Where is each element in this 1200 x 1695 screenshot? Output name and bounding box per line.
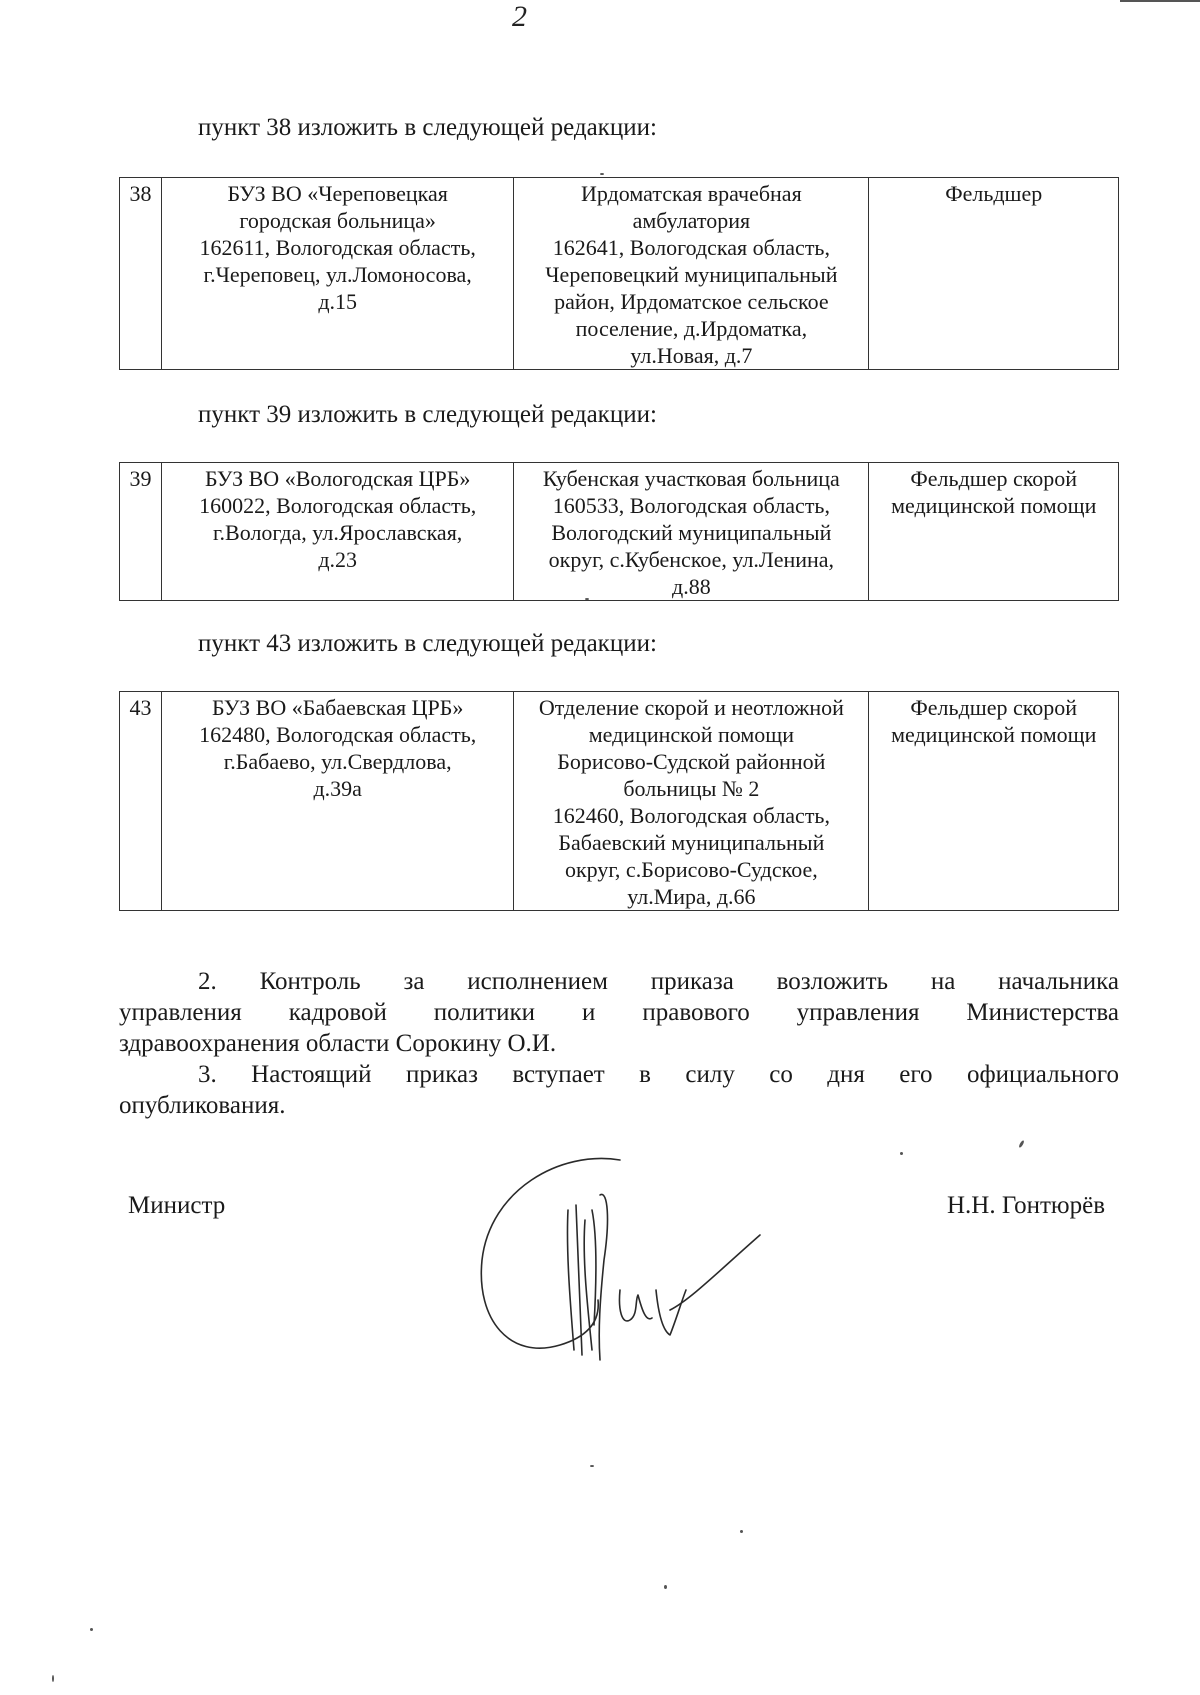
signature-stroke <box>567 1205 582 1355</box>
amendment-intro-43: пункт 43 изложить в следующей редакции: <box>198 630 657 657</box>
signature-stroke <box>656 1290 686 1335</box>
org-line: БУЗ ВО «Вологодская ЦРБ» <box>204 466 471 491</box>
unit-line: д.88 <box>672 574 711 599</box>
scan-speck <box>52 1675 54 1682</box>
unit-line: 162641, Вологодская область, <box>552 235 830 260</box>
unit-line: округ, с.Кубенское, ул.Ленина, <box>548 547 835 572</box>
item-number: 39 <box>120 463 162 601</box>
scan-speck <box>664 1585 667 1589</box>
position-line: Фельдшер скорой <box>910 695 1078 720</box>
org-line: БУЗ ВО «Бабаевская ЦРБ» <box>211 695 464 720</box>
signature-stroke <box>599 1194 607 1360</box>
paragraph-line: опубликования. <box>119 1092 286 1119</box>
signatory-title: Министр <box>128 1192 226 1219</box>
item-number: 43 <box>120 692 162 911</box>
position-cell <box>869 463 1119 601</box>
table-row <box>120 463 1119 601</box>
org-line: д.39а <box>313 776 362 801</box>
organization-cell <box>162 178 514 370</box>
scan-edge-mark <box>1120 0 1200 8</box>
signature-stroke <box>584 1210 596 1350</box>
org-line: г.Череповец, ул.Ломоносова, <box>203 262 472 287</box>
org-line: 162611, Вологодская область, <box>199 235 476 260</box>
unit-line: амбулатория <box>632 208 751 233</box>
position-cell <box>869 178 1119 370</box>
unit-line: Череповецкий муниципальный <box>545 262 838 287</box>
unit-line: Бабаевский муниципальный <box>558 830 825 855</box>
org-line: г.Вологда, ул.Ярославская, <box>213 520 463 545</box>
unit-cell <box>514 463 869 601</box>
scan-speck <box>740 1530 743 1533</box>
unit-line: 162460, Вологодская область, <box>552 803 830 828</box>
amendment-table-38 <box>119 177 1119 370</box>
paragraph-line: 3. Настоящий приказ вступает в силу со дня его официального <box>198 1061 1119 1088</box>
organization-cell <box>162 692 514 911</box>
paragraph-control <box>119 966 1119 1059</box>
paragraph-line: 2. Контроль за исполнением приказа возложить на начальника <box>198 968 1119 995</box>
unit-line: поселение, д.Ирдоматка, <box>575 316 808 341</box>
unit-line: Ирдоматская врачебная <box>581 181 802 206</box>
scan-speck <box>1018 1140 1025 1148</box>
amendment-table-43 <box>119 691 1119 911</box>
amendment-intro-39: пункт 39 изложить в следующей редакции: <box>198 401 657 428</box>
page-number: 2 <box>512 0 527 33</box>
signatory-name: Н.Н. Гонтюрёв <box>947 1192 1105 1219</box>
org-line: БУЗ ВО «Череповецкая <box>227 181 448 206</box>
unit-line: Отделение скорой и неотложной <box>538 695 844 720</box>
unit-line: ул.Новая, д.7 <box>630 343 753 368</box>
unit-cell <box>514 692 869 911</box>
unit-line: ул.Мира, д.66 <box>627 884 756 909</box>
table-row <box>120 178 1119 370</box>
scan-speck <box>600 173 604 175</box>
paragraph-line: здравоохранения области Сорокину О.И. <box>119 1030 557 1057</box>
paragraph-line: управления кадровой политики и правового управления Министерства <box>119 999 1119 1026</box>
unit-cell <box>514 178 869 370</box>
amendment-table-39 <box>119 462 1119 601</box>
scan-speck <box>585 598 589 600</box>
handwritten-signature <box>470 1150 770 1380</box>
org-line: г.Бабаево, ул.Свердлова, <box>223 749 452 774</box>
scan-speck <box>900 1152 903 1155</box>
unit-line: медицинской помощи <box>588 722 795 747</box>
signature-stroke <box>619 1290 652 1321</box>
org-line: 162480, Вологодская область, <box>199 722 477 747</box>
amendment-intro-38: пункт 38 изложить в следующей редакции: <box>198 114 657 141</box>
org-line: 160022, Вологодская область, <box>199 493 477 518</box>
org-line: д.15 <box>318 289 358 314</box>
unit-line: 160533, Вологодская область, <box>552 493 830 518</box>
org-line: д.23 <box>318 547 358 572</box>
table-row <box>120 692 1119 911</box>
scan-speck <box>90 1628 93 1631</box>
unit-line: Борисово-Судской районной <box>557 749 826 774</box>
position-line: медицинской помощи <box>891 493 1097 518</box>
paragraph-effective <box>119 1059 1119 1121</box>
position-cell <box>869 692 1119 911</box>
scan-speck <box>590 1465 594 1467</box>
organization-cell <box>162 463 514 601</box>
unit-line: больницы № 2 <box>623 776 760 801</box>
position-line: Фельдшер скорой <box>910 466 1078 491</box>
unit-line: район, Ирдоматское сельское <box>554 289 829 314</box>
item-number: 38 <box>120 178 162 370</box>
unit-line: округ, с.Борисово-Судское, <box>564 857 818 882</box>
unit-line: Кубенская участковая больница <box>542 466 840 491</box>
position-line: Фельдшер <box>945 181 1043 206</box>
position-line: медицинской помощи <box>891 722 1097 747</box>
org-line: городская больница» <box>239 208 436 233</box>
unit-line: Вологодский муниципальный <box>551 520 832 545</box>
